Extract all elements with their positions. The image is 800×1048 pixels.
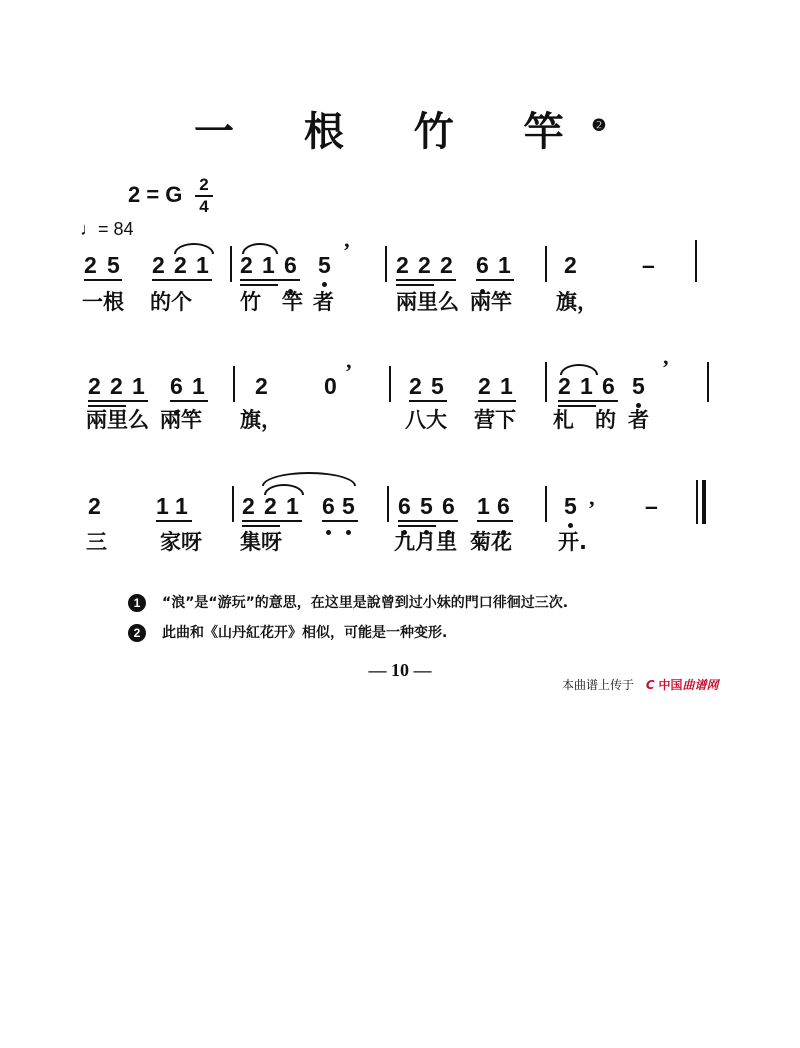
breath-mark: ’ bbox=[343, 238, 351, 263]
note: 2 bbox=[152, 252, 165, 278]
footnote-text: 此曲和《山丹紅花开》相似，可能是一种变形. bbox=[162, 625, 448, 641]
lyric: 者 bbox=[628, 408, 649, 432]
barline bbox=[545, 362, 547, 402]
note: 2 bbox=[110, 373, 123, 399]
slur bbox=[262, 472, 356, 486]
barline bbox=[695, 240, 697, 282]
note: 2 bbox=[84, 252, 97, 278]
lyric: 的个 bbox=[150, 290, 192, 314]
footnote-text: “浪”是“游玩”的意思，在这里是說曾到过小妹的門口徘徊过三次. bbox=[162, 595, 569, 611]
note: 5 bbox=[632, 373, 645, 399]
lyric: 三 bbox=[86, 530, 107, 554]
underline bbox=[396, 284, 434, 286]
footnote-1 bbox=[128, 592, 568, 612]
barline bbox=[233, 366, 235, 402]
note: 5 bbox=[318, 252, 331, 278]
note: 0 bbox=[324, 373, 337, 399]
underline bbox=[240, 284, 278, 286]
breath-mark: ’ bbox=[588, 496, 596, 521]
barline bbox=[389, 366, 391, 402]
barline bbox=[545, 486, 547, 522]
underline bbox=[476, 279, 514, 281]
extension-dash: – bbox=[642, 252, 655, 278]
lyric: 营下 bbox=[474, 408, 516, 432]
lyric: 者 bbox=[313, 290, 334, 314]
note: 1 bbox=[175, 493, 188, 519]
underline bbox=[152, 279, 212, 281]
upload-watermark bbox=[562, 676, 719, 693]
note: 1 bbox=[500, 373, 513, 399]
note: 6 bbox=[398, 493, 411, 519]
lyric: 旗， bbox=[240, 408, 282, 432]
note: 6 bbox=[476, 252, 489, 278]
song-title-text: 一 根 竹 竿 bbox=[193, 108, 592, 155]
underline bbox=[558, 405, 596, 407]
song-title bbox=[0, 100, 800, 157]
underline bbox=[240, 279, 300, 281]
time-signature bbox=[195, 176, 213, 216]
lyric: 八大 bbox=[405, 408, 447, 432]
final-barline-thick bbox=[702, 480, 706, 524]
site-logo-sub: 曲谱网 bbox=[682, 678, 719, 692]
underline bbox=[558, 400, 618, 402]
lyric: 的 bbox=[595, 408, 616, 432]
lyric: 札 bbox=[553, 408, 574, 432]
note: 6 bbox=[497, 493, 510, 519]
underline bbox=[84, 279, 122, 281]
slur bbox=[242, 243, 278, 254]
note: 6 bbox=[170, 373, 183, 399]
lyric: 旗， bbox=[556, 290, 598, 314]
lyric: 菊花 bbox=[470, 530, 512, 554]
barline bbox=[545, 246, 547, 282]
final-barline-thin bbox=[696, 480, 698, 524]
low-octave-dot bbox=[326, 530, 331, 535]
note: 1 bbox=[477, 493, 490, 519]
low-octave-dot bbox=[568, 523, 573, 528]
lyric: 家呀 bbox=[160, 530, 202, 554]
note: 2 bbox=[242, 493, 255, 519]
underline bbox=[478, 400, 516, 402]
underline bbox=[322, 520, 358, 522]
underline bbox=[88, 405, 126, 407]
note: 2 bbox=[478, 373, 491, 399]
note: 2 bbox=[174, 252, 187, 278]
note: 2 bbox=[409, 373, 422, 399]
footnote-number: 2 bbox=[128, 624, 146, 642]
low-octave-dot bbox=[346, 530, 351, 535]
underline bbox=[156, 520, 192, 522]
note: 5 bbox=[342, 493, 355, 519]
underline bbox=[477, 520, 513, 522]
note: 6 bbox=[322, 493, 335, 519]
note: 2 bbox=[240, 252, 253, 278]
note: 1 bbox=[498, 252, 511, 278]
slur bbox=[174, 243, 214, 254]
barline bbox=[232, 486, 234, 522]
key-signature: 2 = G bbox=[128, 182, 183, 207]
note: 6 bbox=[602, 373, 615, 399]
underline bbox=[88, 400, 148, 402]
footnote-number: 1 bbox=[128, 594, 146, 612]
note: 1 bbox=[286, 493, 299, 519]
lyric: 一根 bbox=[82, 290, 124, 314]
note: 1 bbox=[192, 373, 205, 399]
note: 6 bbox=[442, 493, 455, 519]
site-logo-main: 中国 bbox=[658, 678, 683, 692]
note: 2 bbox=[396, 252, 409, 278]
slur bbox=[560, 364, 598, 375]
upload-text: 本曲谱上传于 bbox=[562, 678, 635, 692]
note: 1 bbox=[156, 493, 169, 519]
note: 2 bbox=[264, 493, 277, 519]
extension-dash: – bbox=[645, 493, 658, 519]
lyric: 竹 bbox=[240, 290, 261, 314]
underline bbox=[398, 520, 458, 522]
lyric: 竿 bbox=[282, 290, 303, 314]
tempo-marking: ♩= 84 bbox=[80, 219, 134, 239]
lyric: 兩竿 bbox=[160, 408, 202, 432]
breath-mark: ’ bbox=[345, 359, 353, 384]
note: 2 bbox=[564, 252, 577, 278]
underline bbox=[242, 520, 302, 522]
note: 1 bbox=[580, 373, 593, 399]
underline bbox=[170, 400, 208, 402]
note: 6 bbox=[284, 252, 297, 278]
footnote-2 bbox=[128, 622, 447, 642]
note: 2 bbox=[88, 493, 101, 519]
note: 1 bbox=[196, 252, 209, 278]
note: 2 bbox=[255, 373, 268, 399]
note: 5 bbox=[107, 252, 120, 278]
note: 1 bbox=[262, 252, 275, 278]
site-logo-icon: C bbox=[645, 678, 655, 692]
low-octave-dot bbox=[322, 282, 327, 287]
note: 5 bbox=[420, 493, 433, 519]
lyric: 集呀 bbox=[240, 530, 282, 554]
underline bbox=[409, 400, 447, 402]
note: 2 bbox=[440, 252, 453, 278]
footnote-ref-mark: ❷ bbox=[591, 115, 607, 135]
time-signature-bottom: 4 bbox=[199, 197, 209, 216]
barline bbox=[385, 246, 387, 282]
lyric: 兩里么 bbox=[396, 290, 459, 314]
note: 2 bbox=[88, 373, 101, 399]
underline bbox=[396, 279, 456, 281]
note: 2 bbox=[558, 373, 571, 399]
page-number: — 10 — bbox=[368, 660, 432, 680]
breath-mark: ’ bbox=[662, 355, 670, 380]
note: 2 bbox=[418, 252, 431, 278]
note: 1 bbox=[132, 373, 145, 399]
note: 5 bbox=[564, 493, 577, 519]
barline bbox=[387, 486, 389, 522]
underline bbox=[398, 525, 436, 527]
underline bbox=[242, 525, 280, 527]
lyric: 九月里 bbox=[394, 530, 457, 554]
lyric: 兩里么 bbox=[86, 408, 149, 432]
lyric: 兩竿 bbox=[470, 290, 512, 314]
barline bbox=[707, 362, 709, 402]
note: 5 bbox=[431, 373, 444, 399]
barline bbox=[230, 246, 232, 282]
time-signature-top: 2 bbox=[199, 175, 209, 194]
lyric: 开. bbox=[558, 530, 587, 554]
